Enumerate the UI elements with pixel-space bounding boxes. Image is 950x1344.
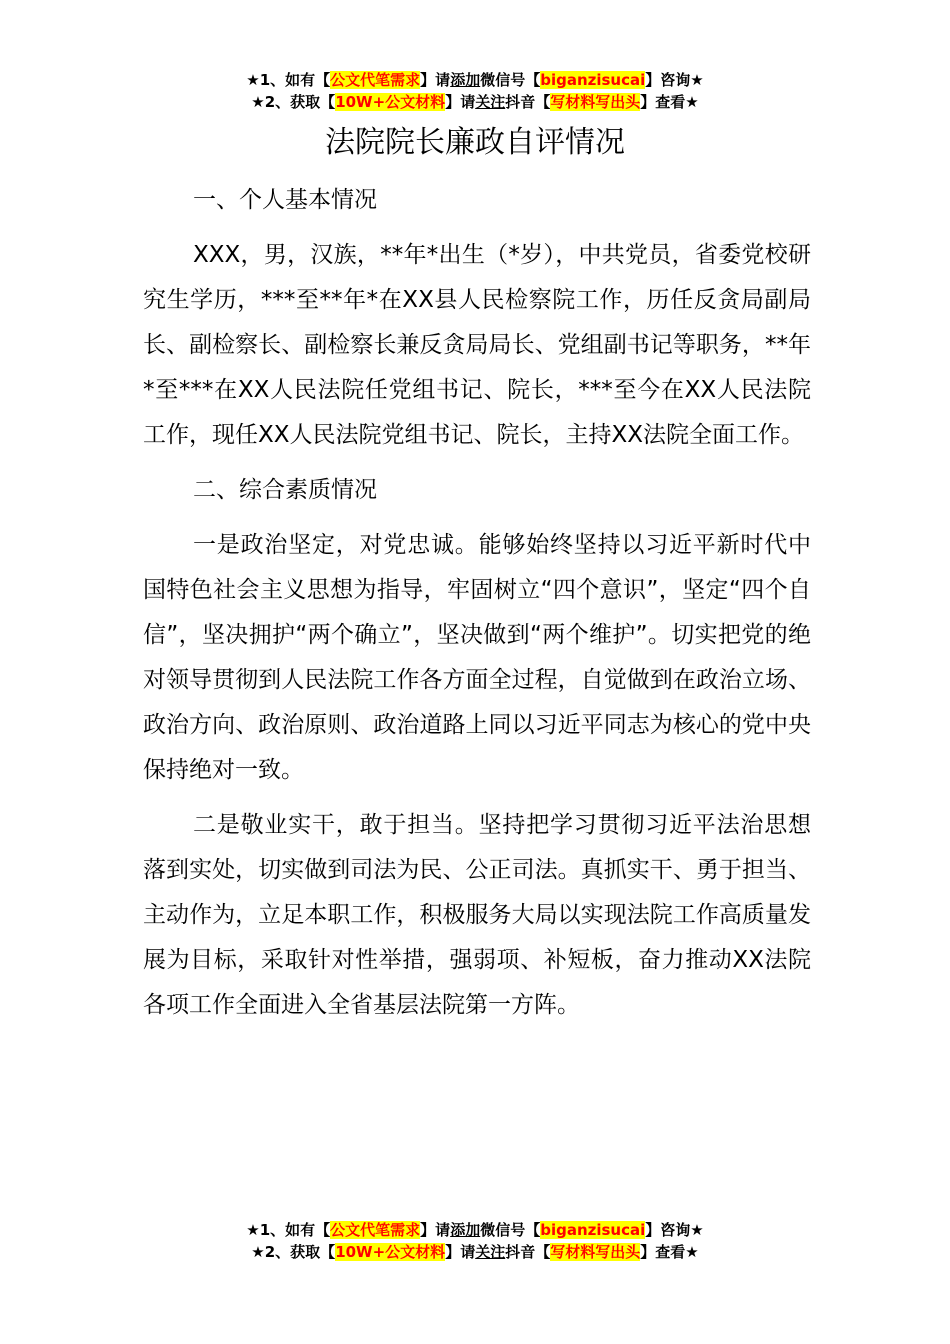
page-title: 法院院长廉政自评情况 bbox=[325, 125, 625, 160]
banner-text: 微信号【 bbox=[480, 1221, 541, 1239]
paragraph-political: 一是政治坚定，对党忠诚。能够始终坚持以习近平新时代中国特色社会主义思想为指导，牢固树立“四个意识”，坚定“四个自信”，坚决拥护“两个确立”，坚决做到“两个维护”。切实把党的绝对领导贯彻到人民法院工作各方面全过程，自觉做到在政治立场、政治方向、政治原则、政治道路上同以习近平同志为核心的党中央保持绝对一致。 bbox=[143, 532, 811, 783]
banner-text: 】请 bbox=[420, 71, 451, 89]
section-heading-personal-info: 一、个人基本情况 bbox=[193, 187, 377, 213]
banner-highlight: 10W+公文材料 bbox=[335, 1243, 446, 1261]
banner-highlight: 写材料写出头 bbox=[550, 93, 641, 111]
banner-line-1 bbox=[0, 69, 950, 91]
banner-text: 】咨询★ bbox=[645, 1221, 704, 1239]
banner-underline: 关注 bbox=[475, 1243, 506, 1261]
banner-text: 抖音【 bbox=[505, 93, 551, 111]
banner-text: 】请 bbox=[420, 1221, 451, 1239]
banner-text: 微信号【 bbox=[480, 71, 541, 89]
banner-text: 】查看★ bbox=[640, 1243, 699, 1261]
banner-highlight: 写材料写出头 bbox=[550, 1243, 641, 1261]
banner-text: ★2、获取【 bbox=[251, 1243, 336, 1261]
footer-banner bbox=[0, 1219, 950, 1263]
header-banner bbox=[0, 69, 950, 113]
banner-underline: 添加 bbox=[450, 1221, 481, 1239]
banner-text: 】查看★ bbox=[640, 93, 699, 111]
banner-text: ★1、如有【 bbox=[246, 1221, 331, 1239]
banner-highlight: 公文代笔需求 bbox=[330, 71, 421, 89]
banner-text: 】咨询★ bbox=[645, 71, 704, 89]
banner-line-2 bbox=[0, 91, 950, 113]
banner-highlight: 10W+公文材料 bbox=[335, 93, 446, 111]
banner-line-2 bbox=[0, 1241, 950, 1263]
banner-text: 】请 bbox=[445, 93, 476, 111]
banner-highlight: biganzisucai bbox=[540, 1221, 646, 1239]
paragraph-personal-info: XXX，男，汉族，**年*出生（*岁），中共党员，省委党校研究生学历，***至**年*在XX县人民检察院工作，历任反贪局副局长、副检察长、副检察长兼反贪局局长、党组副书记等职务，**年*至***在XX人民法院任党组书记、院长，***至今在XX人民法院工作，现任XX人民法院党组书记、院长，主持XX法院全面工作。 bbox=[143, 242, 811, 448]
banner-highlight: 公文代笔需求 bbox=[330, 1221, 421, 1239]
banner-underline: 添加 bbox=[450, 71, 481, 89]
banner-text: ★1、如有【 bbox=[246, 71, 331, 89]
banner-underline: 关注 bbox=[475, 93, 506, 111]
banner-line-1 bbox=[0, 1219, 950, 1241]
banner-highlight: biganzisucai bbox=[540, 71, 646, 89]
banner-text: 抖音【 bbox=[505, 1243, 551, 1261]
banner-text: ★2、获取【 bbox=[251, 93, 336, 111]
document-body bbox=[143, 178, 811, 1038]
paragraph-dedication: 二是敬业实干，敢于担当。坚持把学习贯彻习近平法治思想落到实处，切实做到司法为民、公正司法。真抓实干、勇于担当、主动作为，立足本职工作，积极服务大局以实现法院工作高质量发展为目标，采取针对性举措，强弱项、补短板，奋力推动XX法院各项工作全面进入全省基层法院第一方阵。 bbox=[143, 812, 811, 1018]
banner-text: 】请 bbox=[445, 1243, 476, 1261]
section-heading-overall-quality: 二、综合素质情况 bbox=[193, 477, 377, 503]
